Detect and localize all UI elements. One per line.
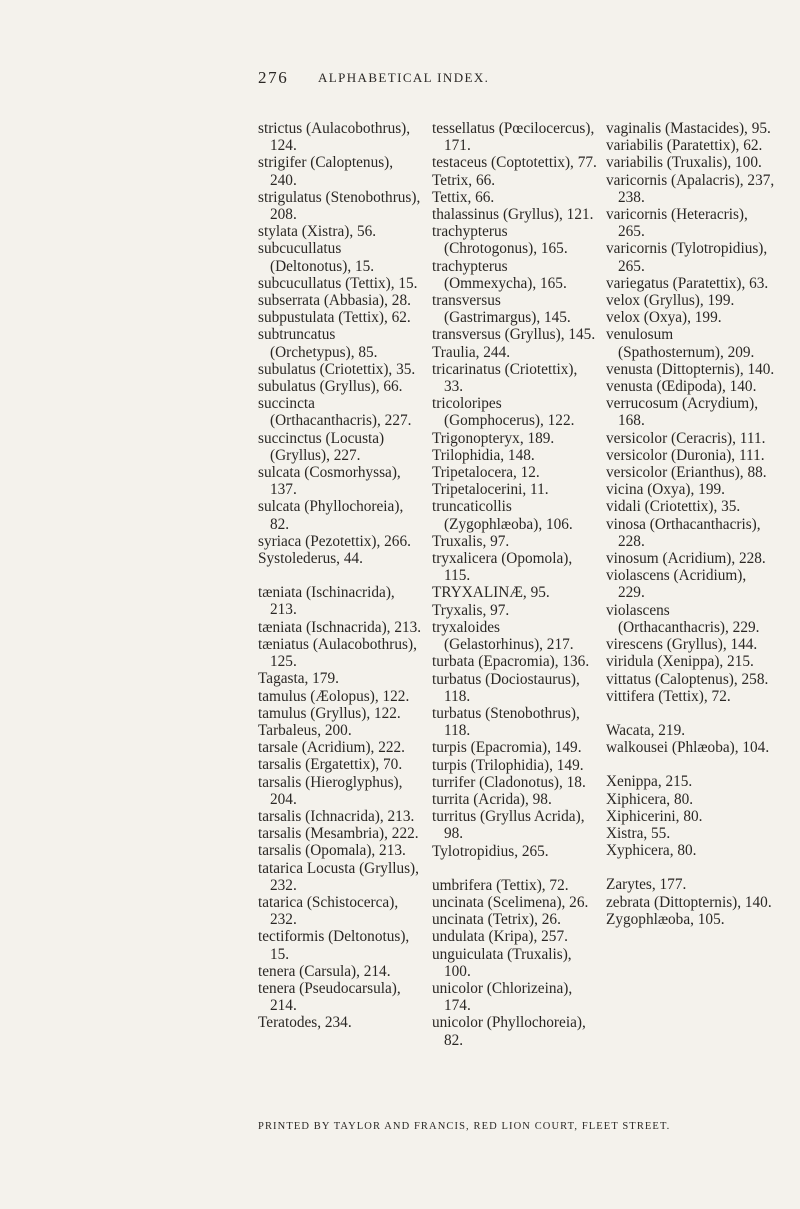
index-entry: Tetrix, 66. (432, 171, 496, 189)
index-entry: vicina (Oxya), 199. (606, 481, 725, 499)
index-entry: tectiformis (Deltonotus), 15. (258, 928, 410, 963)
index-entry: variegatus (Paratettix), 63. (606, 274, 769, 292)
index-entry: unicolor (Phyllochoreia), 82. (432, 1014, 586, 1049)
index-entry: turritus (Gryllus Acrida), 98. (432, 808, 585, 843)
index-entry: Systolederus, 44. (258, 550, 363, 568)
index-entry: tatarica Locusta (Gryllus), 232. (258, 859, 419, 894)
index-entry: vittatus (Caloptenus), 258. (606, 670, 769, 688)
index-entry: undulata (Kripa), 257. (432, 928, 568, 946)
index-entry: zebrata (Dittopternis), 140. (606, 893, 772, 911)
index-entry: strictus (Aulacobothrus), 124. (258, 120, 411, 155)
index-entry: Xiphicerini, 80. (606, 807, 703, 825)
index-entry: testaceus (Coptotettix), 77. (432, 154, 597, 172)
index-entry: violascens (Acridium), 229. (606, 567, 747, 602)
index-entry: vaginalis (Mastacides), 95. (606, 120, 771, 137)
printer-imprint: PRINTED BY TAYLOR AND FRANCIS, RED LION COURT, FLEET STREET. (258, 1121, 671, 1132)
index-entry: vinosa (Orthacanthacris), 228. (606, 515, 761, 550)
index-entry: tarsalis (Hieroglyphus), 204. (258, 773, 403, 808)
index-entry: tessellatus (Pœcilocercus), 171. (432, 120, 595, 155)
index-entry: turrita (Acrida), 98. (432, 790, 552, 808)
index-entry: transversus (Gastrimargus), 145. (432, 292, 571, 327)
index-entry: versicolor (Erianthus), 88. (606, 464, 767, 482)
index-entry: uncinata (Scelimena), 26. (432, 893, 589, 911)
index-entry: viridula (Xenippa), 215. (606, 653, 754, 671)
index-entry: varicornis (Tylotropidius), 265. (606, 240, 768, 275)
index-entry: thalassinus (Gryllus), 121. (432, 206, 594, 224)
index-entry: tenera (Pseudocarsula), 214. (258, 979, 401, 1015)
index-entry: Tylotropidius, 265. (432, 842, 549, 860)
index-entry: subtruncatus (Orchetypus), 85. (258, 326, 378, 361)
index-entry: succincta (Orthacanthacris), 227. (258, 395, 412, 430)
index-entry: tamulus (Æolopus), 122. (258, 687, 410, 705)
index-entry: turbata (Epacromia), 136. (432, 653, 590, 671)
index-entry: Trigonopteryx, 189. (432, 429, 555, 447)
index-entry: turrifer (Cladonotus), 18. (432, 773, 586, 791)
index-entry: strigulatus (Stenobothrus), 208. (258, 188, 421, 224)
index-entry: turpis (Epacromia), 149. (432, 739, 582, 757)
index-entry: velox (Oxya), 199. (606, 309, 722, 327)
index-entry: unguiculata (Truxalis), 100. (432, 945, 572, 980)
page-number: 276 (258, 68, 289, 87)
index-entry: varicornis (Apalacris), 237, 238. (606, 171, 775, 206)
index-entry: tarsale (Acridium), 222. (258, 739, 405, 757)
index-entry: Teratodes, 234. (258, 1014, 352, 1032)
index-entry: Zygophlæoba, 105. (606, 910, 725, 928)
section-gap (606, 756, 776, 773)
index-entry: stylata (Xistra), 56. (258, 223, 377, 241)
index-entry: venusta (Œdipoda), 140. (606, 378, 757, 396)
index-entry: subserrata (Abbasia), 28. (258, 292, 411, 310)
index-entry: variabilis (Truxalis), 100. (606, 154, 762, 172)
index-entry: subcucullatus (Deltonotus), 15. (258, 240, 375, 275)
index-entry: Xenippa, 215. (606, 773, 693, 791)
index-entry: vidali (Criotettix), 35. (606, 498, 741, 516)
index-entry: TRYXALINÆ, 95. (432, 584, 550, 602)
section-gap (606, 705, 776, 722)
index-entry: walkousei (Phlæoba), 104. (606, 739, 770, 757)
index-entry: versicolor (Duronia), 111. (606, 446, 765, 464)
index-entry: venulosum (Spathosternum), 209. (606, 326, 755, 361)
index-entry: transversus (Gryllus), 145. (432, 326, 596, 344)
index-entry: umbrifera (Tettix), 72. (432, 876, 569, 894)
index-entry: varicornis (Heteracris), 265. (606, 206, 748, 241)
index-entry: subcucullatus (Tettix), 15. (258, 274, 418, 292)
index-entry: tarsalis (Opomala), 213. (258, 842, 406, 860)
index-column-2 (432, 120, 597, 1049)
index-column-3 (606, 120, 776, 928)
index-entry: Zarytes, 177. (606, 876, 687, 894)
index-entry: tryxaloides (Gelastorhinus), 217. (432, 618, 574, 654)
section-gap (432, 860, 597, 877)
index-entry: tatarica (Schistocerca), 232. (258, 893, 399, 929)
section-gap (258, 567, 423, 584)
section-gap (606, 859, 776, 876)
index-entry: velox (Gryllus), 199. (606, 292, 735, 310)
index-entry: tarsalis (Ergatettix), 70. (258, 756, 403, 774)
index-entry: turpis (Trilophidia), 149. (432, 756, 584, 774)
index-entry: Xiphicera, 80. (606, 790, 694, 808)
index-entry: violascens (Orthacanthacris), 229. (606, 601, 760, 636)
index-entry: uncinata (Tetrix), 26. (432, 911, 561, 929)
index-entry: variabilis (Paratettix), 62. (606, 137, 763, 155)
index-entry: vinosum (Acridium), 228. (606, 550, 766, 568)
index-entry: trachypterus (Chrotogonus), 165. (432, 223, 568, 258)
index-entry: sulcata (Phyllochoreia), 82. (258, 498, 404, 533)
index-entry: tæniata (Ischinacrida), 213. (258, 584, 395, 619)
index-entry: tricoloripes (Gomphocerus), 122. (432, 395, 575, 430)
index-entry: turbatus (Dociostaurus), 118. (432, 670, 580, 705)
index-entry: vittifera (Tettix), 72. (606, 687, 731, 705)
index-column-1 (258, 120, 423, 1032)
index-entry: versicolor (Ceracris), 111. (606, 429, 766, 447)
index-entry: trachypterus (Ommexycha), 165. (432, 257, 567, 292)
index-entry: Xistra, 55. (606, 824, 671, 842)
index-entry: Tripetalocerini, 11. (432, 481, 549, 499)
index-entry: tarsalis (Mesambria), 222. (258, 825, 419, 843)
index-entry: Tettix, 66. (432, 188, 495, 206)
index-entry: Traulia, 244. (432, 343, 511, 361)
index-entry: succinctus (Locusta) (Gryllus), 227. (258, 429, 385, 464)
index-entry: venusta (Dittopternis), 140. (606, 360, 775, 378)
index-entry: tryxalicera (Opomola), 115. (432, 550, 573, 585)
running-head: ALPHABETICAL INDEX. (318, 70, 490, 85)
index-entry: unicolor (Chlorizeina), 174. (432, 979, 573, 1015)
index-entry: Tripetalocera, 12. (432, 464, 540, 482)
index-entry: syriaca (Pezotettix), 266. (258, 532, 411, 550)
index-entry: strigifer (Caloptenus), 240. (258, 154, 394, 189)
index-entry: Tagasta, 179. (258, 670, 339, 688)
index-entry: verrucosum (Acrydium), 168. (606, 395, 759, 430)
index-entry: tarsalis (Ichnacrida), 213. (258, 807, 415, 825)
index-entry: tæniatus (Aulacobothrus), 125. (258, 635, 417, 671)
index-entry: Xyphicera, 80. (606, 842, 697, 860)
index-entry: truncaticollis (Zygophlæoba), 106. (432, 498, 573, 533)
index-entry: tamulus (Gryllus), 122. (258, 704, 401, 722)
index-entry: subpustulata (Tettix), 62. (258, 309, 411, 327)
index-entry: subulatus (Criotettix), 35. (258, 360, 416, 378)
index-entry: Trilophidia, 148. (432, 446, 535, 464)
index-entry: tenera (Carsula), 214. (258, 962, 391, 980)
index-entry: Tarbaleus, 200. (258, 721, 352, 739)
index-entry: sulcata (Cosmorhyssa), 137. (258, 464, 401, 499)
index-entry: turbatus (Stenobothrus), 118. (432, 704, 580, 740)
index-entry: Wacata, 219. (606, 721, 686, 739)
index-entry: Tryxalis, 97. (432, 601, 510, 619)
index-entry: virescens (Gryllus), 144. (606, 636, 758, 654)
index-entry: subulatus (Gryllus), 66. (258, 378, 403, 396)
index-entry: Truxalis, 97. (432, 532, 510, 550)
index-entry: tæniata (Ischnacrida), 213. (258, 618, 422, 636)
index-entry: tricarinatus (Criotettix), 33. (432, 360, 578, 396)
